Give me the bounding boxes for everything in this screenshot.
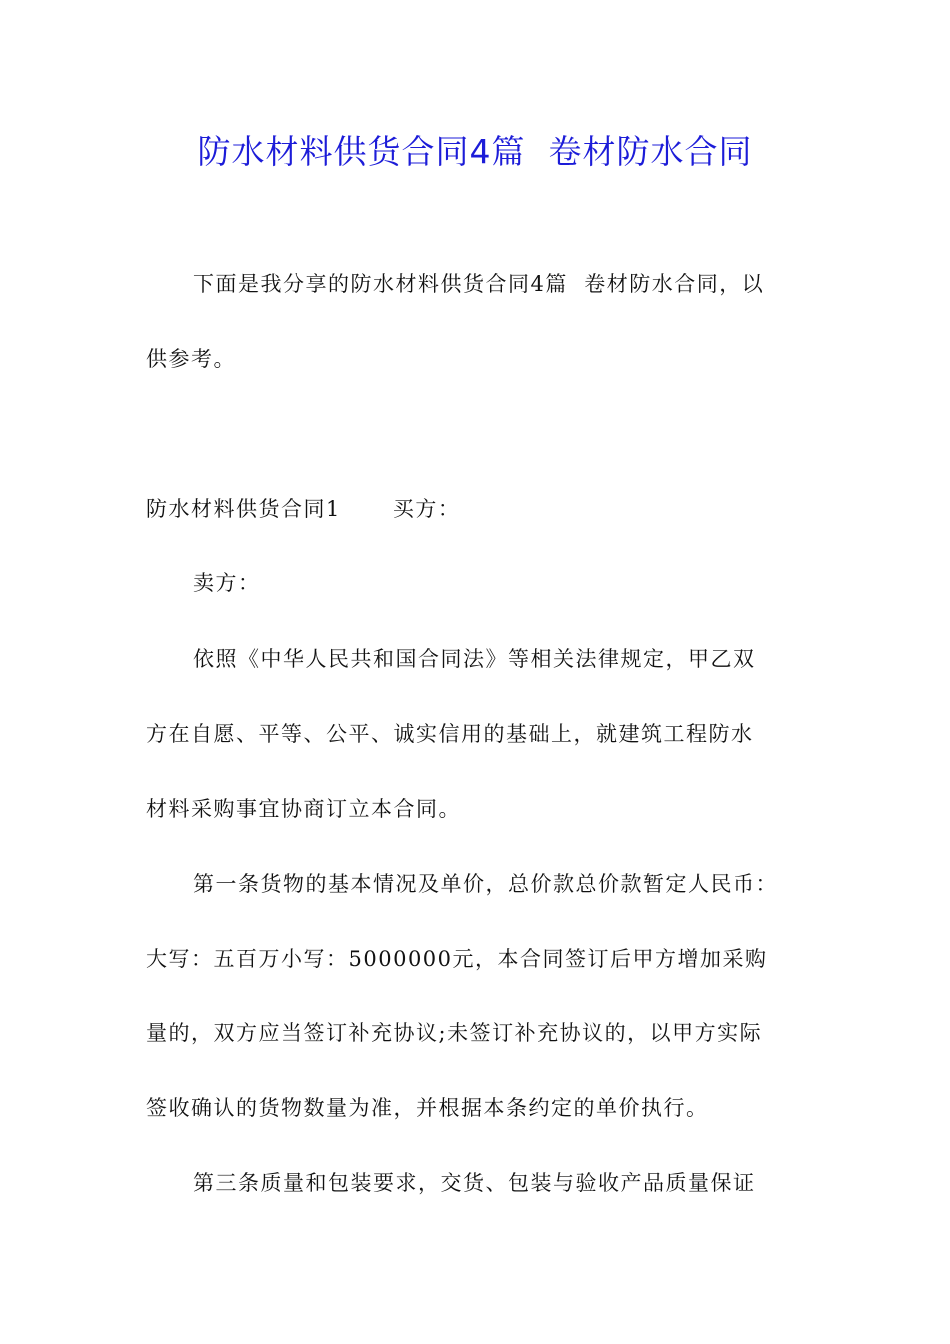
section-heading-row	[146, 494, 460, 524]
section-heading: 防水材料供货合同1	[146, 497, 341, 521]
intro-line-1: 下面是我分享的防水材料供货合同4篇 卷材防水合同，以	[193, 272, 765, 296]
paragraph-2-line-3: 量的，双方应当签订补充协议;未签订补充协议的，以甲方实际	[146, 1021, 763, 1045]
seller-label: 卖方：	[193, 571, 261, 595]
paragraph-2-line-1: 第一条货物的基本情况及单价，总价款总价款暂定人民币：	[193, 872, 778, 896]
paragraph-1-line-1: 依照《中华人民共和国合同法》等相关法律规定，甲乙双	[193, 647, 756, 671]
paragraph-1-line-2: 方在自愿、平等、公平、诚实信用的基础上，就建筑工程防水	[146, 722, 754, 746]
paragraph-1-line-3: 材料采购事宜协商订立本合同。	[146, 797, 461, 821]
buyer-label: 买方：	[392, 497, 461, 521]
document-title: 防水材料供货合同4篇 卷材防水合同	[197, 132, 753, 171]
paragraph-3-line-1: 第三条质量和包装要求，交货、包装与验收产品质量保证	[193, 1171, 756, 1195]
intro-line-2: 供参考。	[146, 347, 236, 371]
paragraph-2-line-4: 签收确认的货物数量为准，并根据本条约定的单价执行。	[146, 1096, 709, 1120]
paragraph-2-line-2: 大写：五百万小写：5000000元，本合同签订后甲方增加采购	[146, 947, 768, 971]
